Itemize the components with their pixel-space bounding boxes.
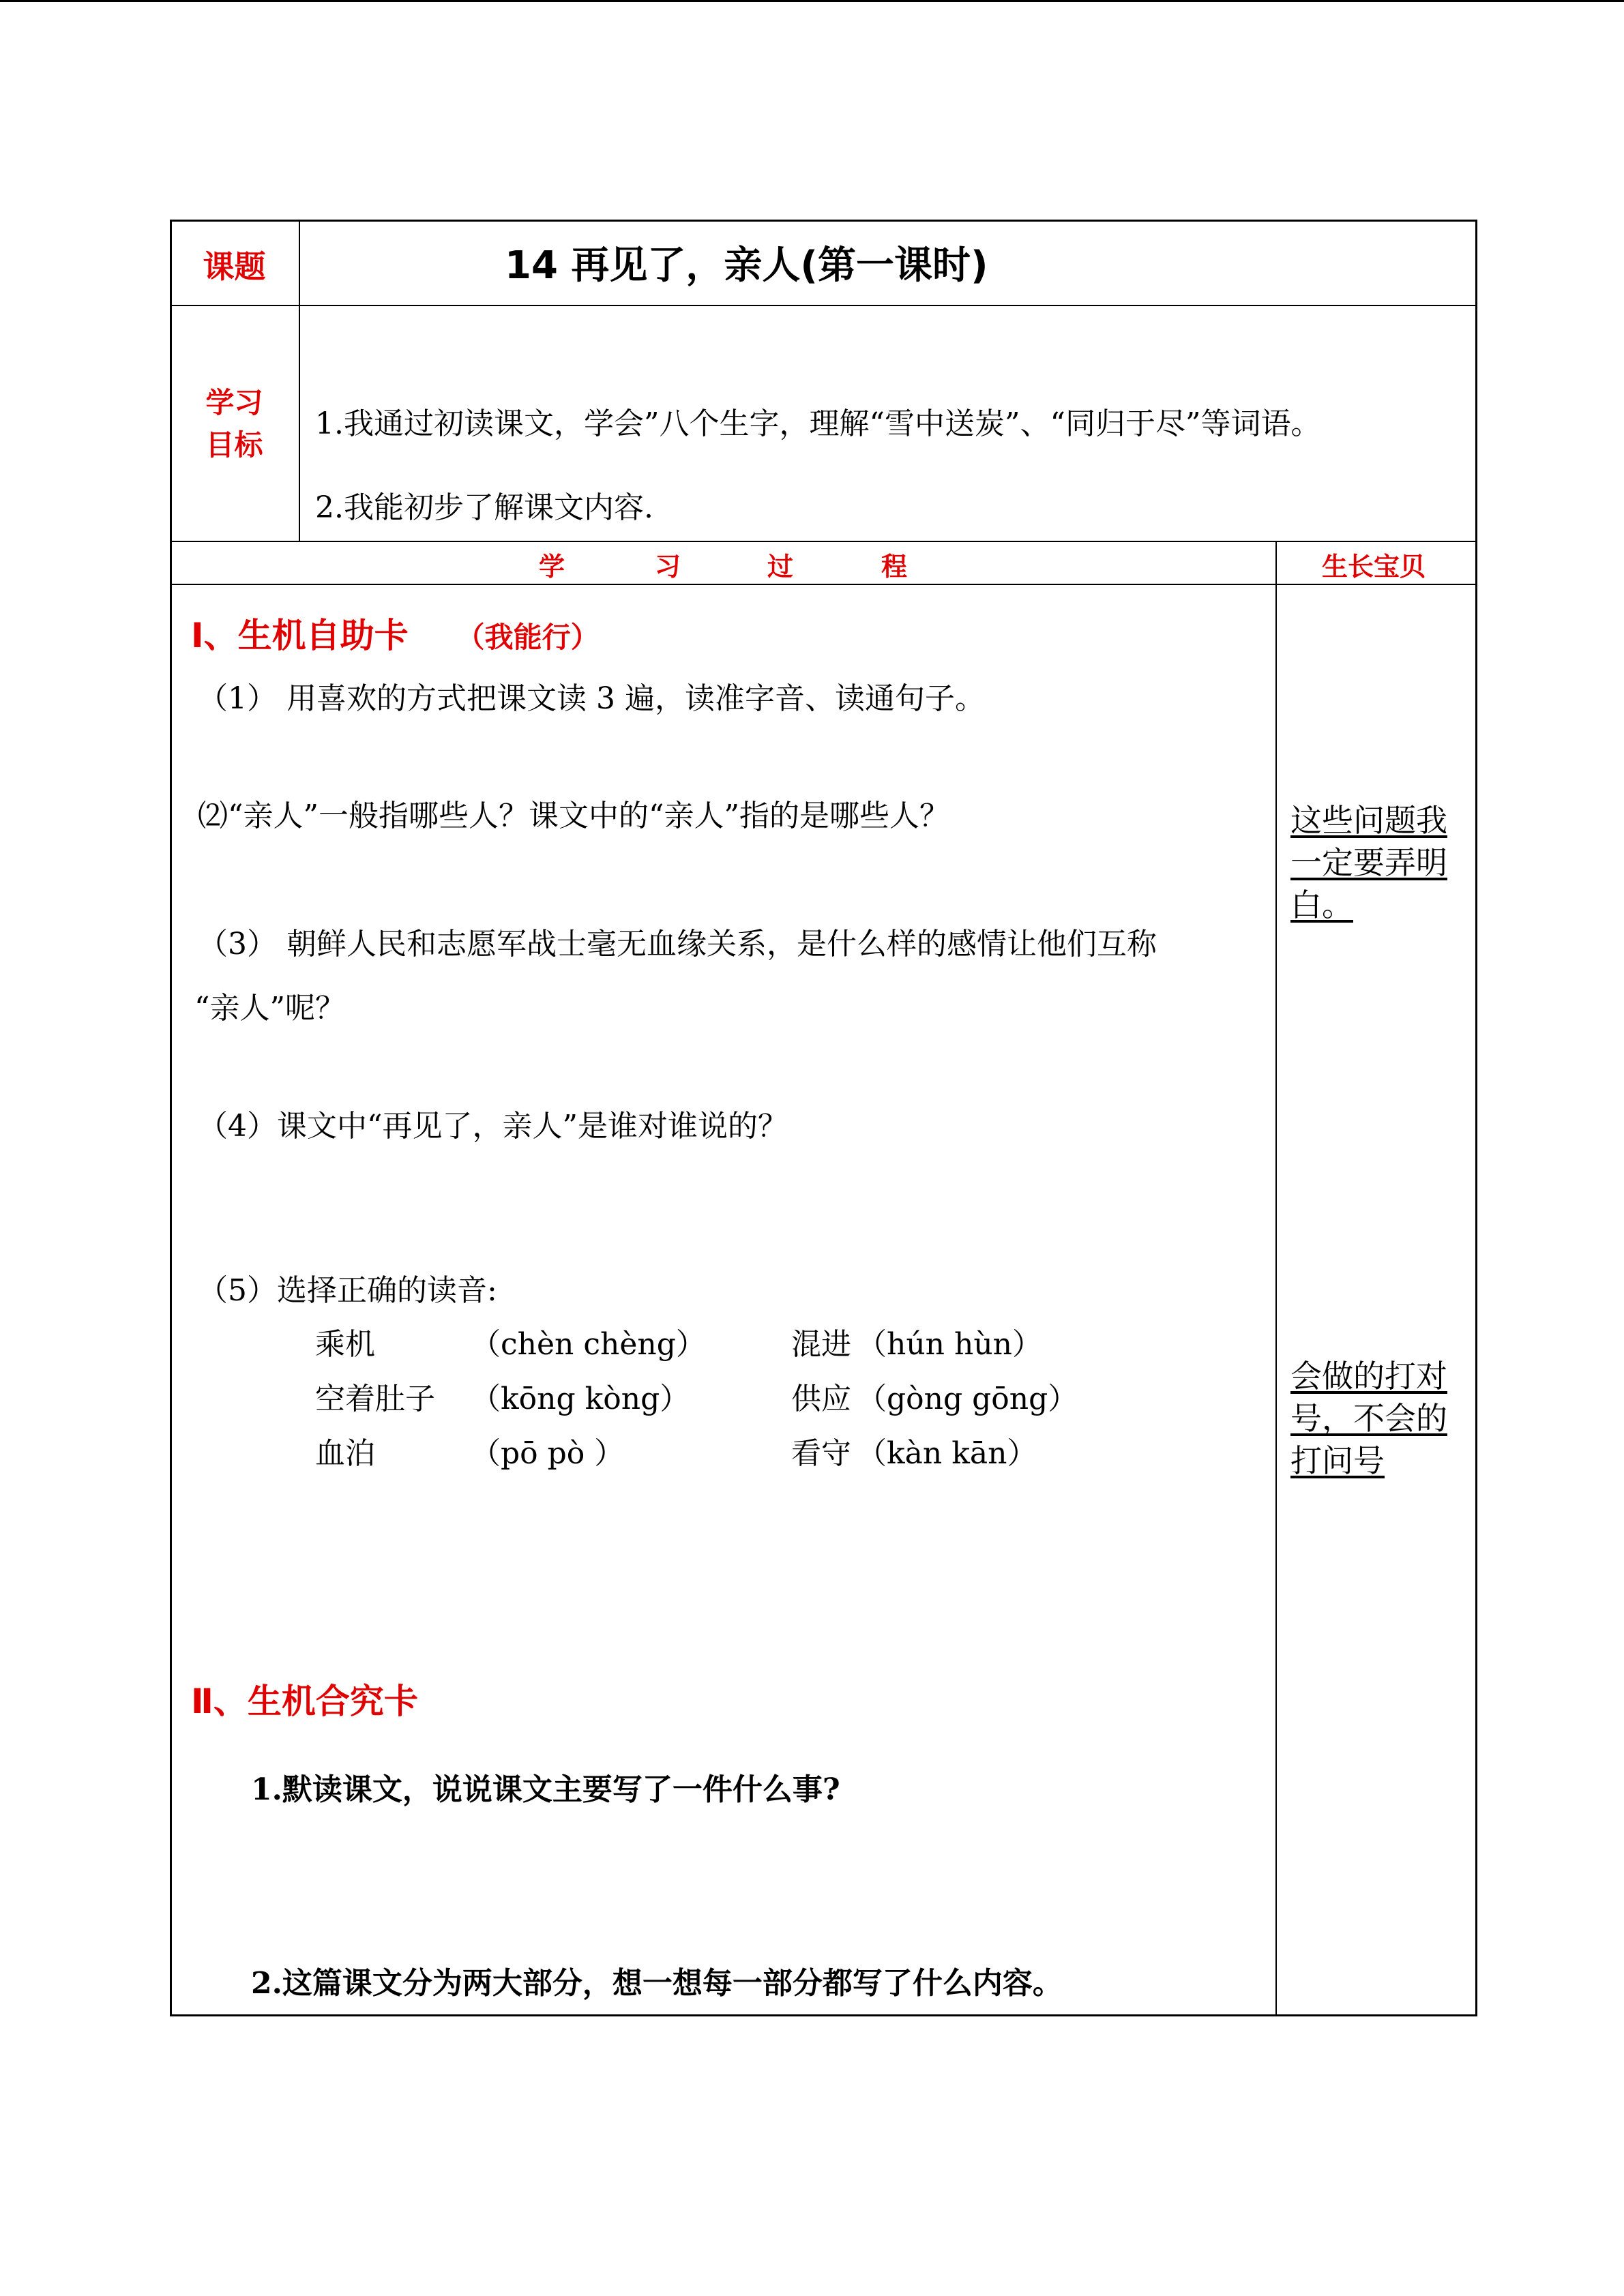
- pinyin-row: [315, 1374, 1134, 1415]
- pinyin-options: （kàn kān）: [857, 1436, 1037, 1471]
- pinyin-options: （hún hùn）: [857, 1327, 1043, 1362]
- pinyin-row: [315, 1320, 1134, 1360]
- goal-2: 2.我能初步了解课文内容.: [315, 490, 653, 525]
- topic-label: 课题: [203, 248, 266, 285]
- side-note-1: 这些问题我一定要弄明白。: [1290, 802, 1447, 923]
- question-5: （5）选择正确的读音:: [198, 1273, 497, 1308]
- goals-label: [170, 382, 299, 466]
- question-2: ⑵“亲人”一般指哪些人？课文中的“亲人”指的是哪些人？: [198, 799, 949, 833]
- goals-label-line1: 学习: [205, 386, 263, 419]
- section2-title: Ⅱ、生机合究卡: [191, 1682, 418, 1721]
- side-note-2: 会做的打对号，不会的打问号: [1290, 1358, 1447, 1479]
- pinyin-word: 空着肚子: [315, 1382, 435, 1416]
- pinyin-options: （chèn chèng）: [471, 1327, 706, 1362]
- pinyin-options: （gòng gōng）: [857, 1382, 1078, 1416]
- section1-title-text: Ⅰ、生机自助卡: [191, 616, 409, 655]
- pinyin-row: [315, 1429, 1134, 1470]
- process-header-char-2: 习: [655, 552, 681, 582]
- row-divider: [170, 305, 1477, 306]
- process-header-char-1: 学: [539, 552, 565, 582]
- row-divider: [170, 541, 1477, 542]
- question-4: （4）课文中“再见了，亲人”是谁对谁说的？: [198, 1109, 788, 1144]
- goals-label-line2: 目标: [205, 428, 263, 462]
- question-1: （1） 用喜欢的方式把课文读 3 遍，读准字音、读通句子。: [198, 681, 985, 716]
- question-3-line2: “亲人”呢？: [194, 991, 345, 1026]
- lesson-title: 14 再见了，亲人(第一课时): [505, 243, 988, 288]
- column-divider: [1275, 541, 1277, 2016]
- page-top-border: [0, 0, 1624, 2]
- process-header-char-3: 过: [767, 552, 794, 582]
- goal-1: 1.我通过初读课文，学会”八个生字，理解“雪中送炭”、“同归于尽”等词语。: [315, 406, 1321, 441]
- pinyin-word: 乘机: [315, 1327, 375, 1362]
- pinyin-word: 看守: [791, 1436, 851, 1471]
- pinyin-word: 混进: [791, 1327, 851, 1362]
- row-divider: [170, 584, 1477, 585]
- pinyin-options: （pō pò ）: [471, 1436, 625, 1471]
- question-3-line1: （3） 朝鲜人民和志愿军战士毫无血缘关系，是什么样的感情让他们互称: [198, 927, 1157, 961]
- section2-question-2: 2.这篇课文分为两大部分，想一想每一部分都写了什么内容。: [251, 1966, 1063, 2001]
- section2-question-1: 1.默读课文，说说课文主要写了一件什么事?: [251, 1772, 840, 1807]
- column-divider: [299, 220, 300, 541]
- process-header-char-4: 程: [881, 552, 908, 582]
- growth-label: 生长宝贝: [1322, 552, 1426, 582]
- section1-title: [191, 608, 600, 657]
- pinyin-word: 供应: [791, 1382, 851, 1416]
- pinyin-word: 血泊: [315, 1436, 375, 1471]
- section1-subtitle: （我能行）: [456, 621, 600, 654]
- pinyin-options: （kōng kòng）: [471, 1382, 690, 1416]
